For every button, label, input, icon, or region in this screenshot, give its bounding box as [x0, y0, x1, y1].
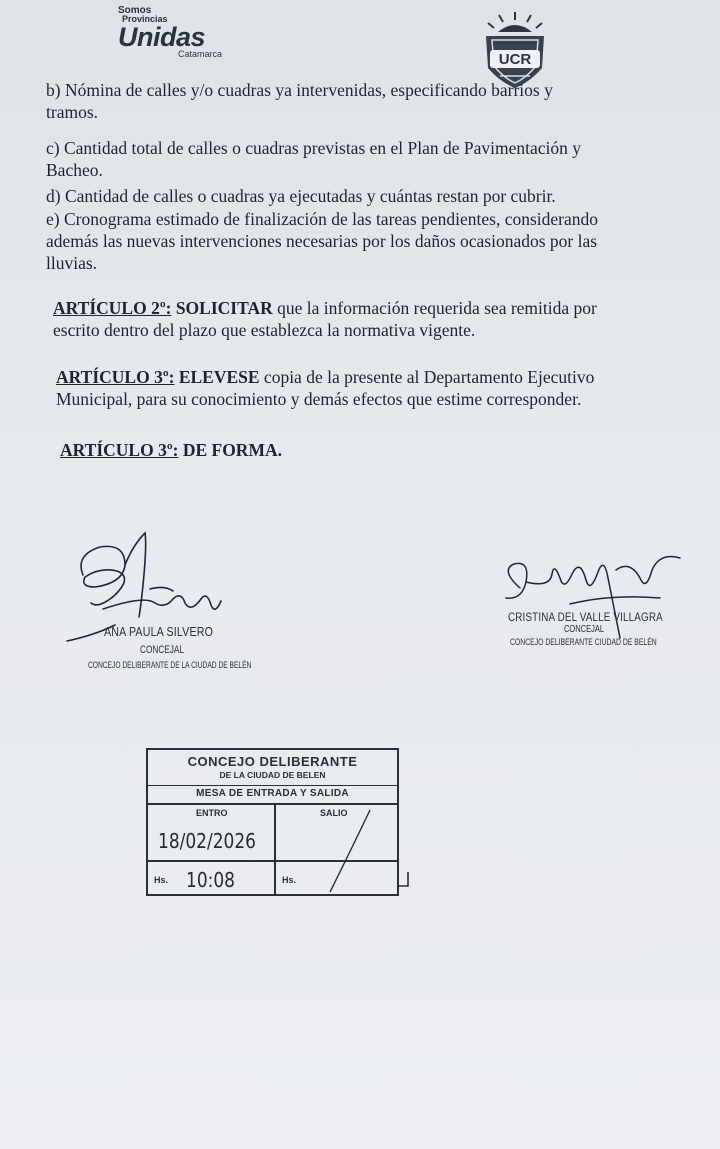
article-2-verb: SOLICITAR [175, 298, 273, 318]
article-2-line1: que la información requerida sea remitida por [272, 298, 597, 318]
article-3b-verb: DE FORMA. [182, 440, 282, 460]
reception-stamp [146, 748, 399, 896]
article-3-elevese [56, 366, 706, 410]
item-b-line2: tramos. [46, 102, 99, 122]
signature-2-body: CONCEJO DELIBERANTE CIUDAD DE BELÉN [510, 637, 657, 648]
stamp-entry-label: ENTRO [196, 808, 228, 818]
article-3-line2: Municipal, para su conocimiento y demás efectos que estime corresponder. [56, 389, 582, 409]
item-b [46, 79, 696, 123]
stamp-hs-right-label: Hs. [282, 875, 297, 885]
signature-1-name: ANA PAULA SILVERO [104, 624, 214, 639]
stamp-corner-mark-icon [398, 872, 412, 890]
item-e-line2: además las nuevas intervenciones necesarias por los daños ocasionados por las [46, 231, 598, 251]
stamp-entry-date: 18/02/2026 [158, 829, 256, 853]
logo-line-provincias: Provincias [122, 14, 168, 24]
somos-provincias-unidas-logo [118, 6, 228, 64]
signature-1-body: CONCEJO DELIBERANTE DE LA CIUDAD DE BELÉN [88, 660, 252, 671]
stamp-hs-left-label: Hs. [154, 875, 169, 885]
article-3b-label: ARTÍCULO 3º: [60, 440, 179, 460]
article-2-label: ARTÍCULO 2º: [53, 298, 172, 318]
signature-2-name: CRISTINA DEL VALLE VILLAGRA [508, 610, 663, 624]
logo-line-unidas: Unidas [118, 22, 206, 52]
stamp-subtitle: DE LA CIUDAD DE BELEN [219, 770, 326, 780]
article-3-line1: copia de la presente al Departamento Ejecutivo [259, 367, 595, 387]
stamp-exit-slash-icon [308, 806, 400, 896]
logo-line-somos: Somos [118, 5, 152, 16]
item-e-line1: e) Cronograma estimado de finalización de las tareas pendientes, considerando [46, 209, 599, 229]
signature-2-role: CONCEJAL [564, 624, 605, 635]
item-e [46, 208, 696, 274]
stamp-title: CONCEJO DELIBERANTE [187, 754, 358, 769]
article-2 [53, 297, 703, 341]
item-b-line1: b) Nómina de calles y/o cuadras ya intervenidas, especificando barrios y [46, 80, 553, 100]
ucr-logo-text: UCR [498, 51, 532, 68]
article-3-verb: ELEVESE [178, 367, 260, 387]
logo-line-catamarca: Catamarca [177, 49, 222, 59]
signature-1-role: CONCEJAL [140, 644, 185, 656]
article-3-label: ARTÍCULO 3º: [56, 367, 175, 387]
article-2-line2: escrito dentro del plazo que establezca la normativa vigente. [53, 320, 476, 340]
item-c-line2: Bacheo. [46, 160, 103, 180]
stamp-exit-label: SALIO [320, 808, 348, 818]
item-c-line1: c) Cantidad total de calles o cuadras previstas en el Plan de Pavimentación y [46, 138, 582, 158]
stamp-section: MESA DE ENTRADA Y SALIDA [196, 788, 349, 799]
item-e-line3: lluvias. [46, 253, 98, 273]
stamp-entry-time: 10:08 [186, 868, 235, 892]
item-d-line1: d) Cantidad de calles o cuadras ya ejecutadas y cuántas restan por cubrir. [46, 186, 556, 206]
article-3-de-forma [60, 439, 710, 461]
item-c [46, 137, 696, 181]
item-d [46, 185, 696, 207]
